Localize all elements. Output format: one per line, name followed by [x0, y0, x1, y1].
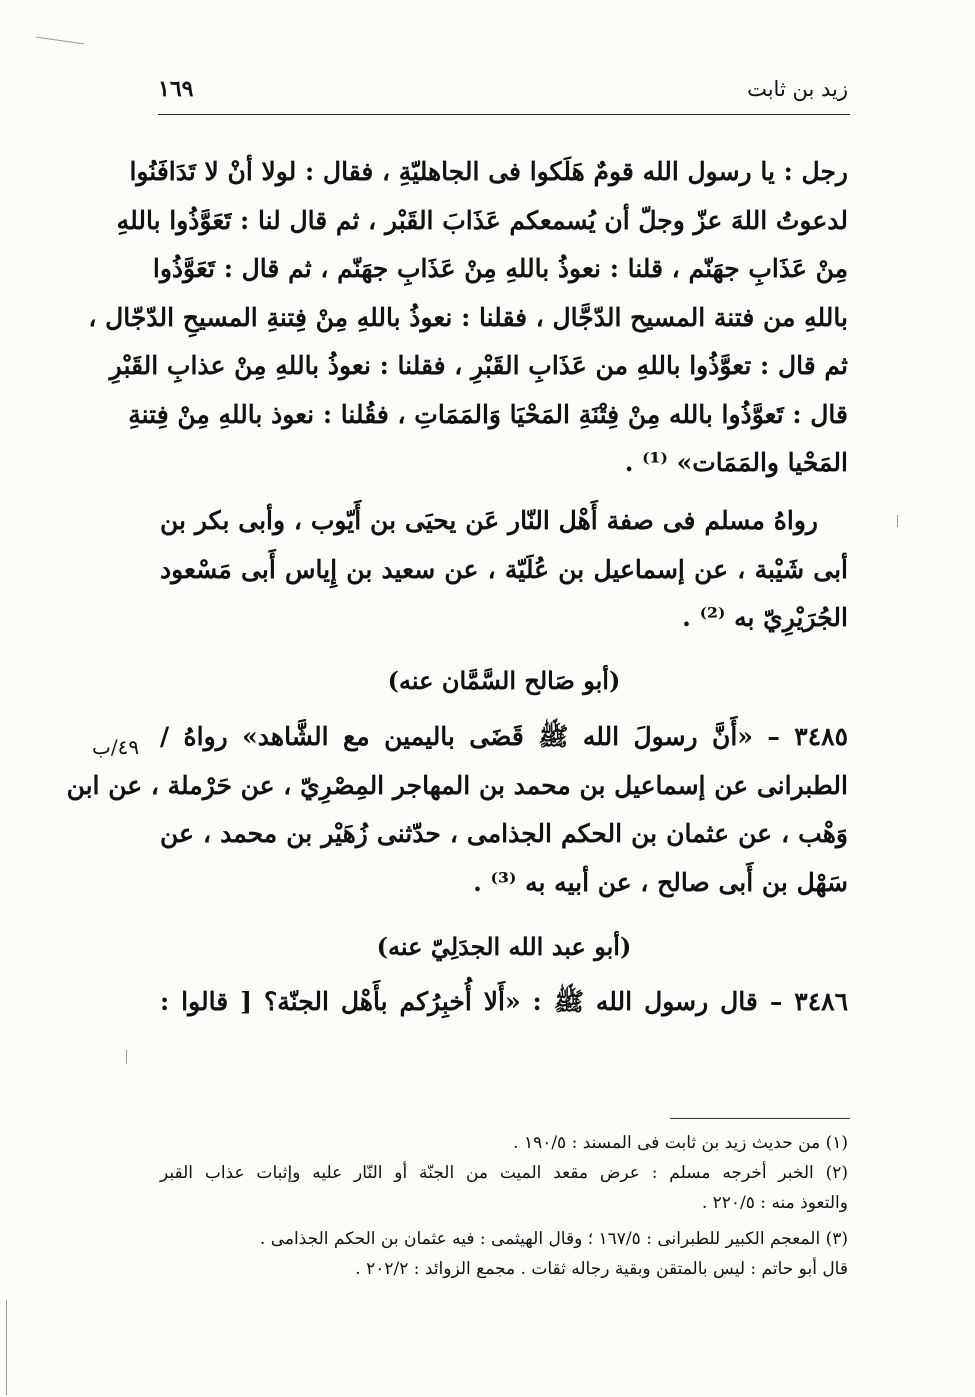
text-line: رجل : يا رسول الله قومٌ هَلَكوا فى الجاهليّةِ ، فقال : لولا أنْ لا تَدَافَنُوا	[129, 157, 848, 186]
scan-mark-bottom-left	[6, 1300, 7, 1395]
hadith-3486	[160, 978, 848, 1027]
paragraph-hadith-text	[88, 148, 848, 488]
scan-mark-top-left	[36, 37, 84, 45]
text-line: ٣٤٨٦ – قال رسول الله ﷺ : «أَلا أُخبِرُكم بأَهْل الجنّة؟ [ قالوا :	[160, 987, 848, 1016]
footnote-3: (٣) المعجم الكبير للطبرانى : ١٦٧/٥ ؛ وقال الهيثمى : فيه عثمان بن الحكم الجذامى .	[259, 1229, 848, 1249]
page-number: ١٦٩	[158, 76, 194, 102]
text-line: مِنْ عَذَابِ جهَنّم ، قلنا : نعوذُ باللهِ مِنْ عَذَابِ جهَنّم ، ثم قال : تَعَوَّذُوا	[152, 254, 848, 283]
header-rule	[158, 114, 850, 115]
footnote-1: (١) من حديث زيد بن ثابت فى المسند : ١٩٠/٥ .	[513, 1133, 848, 1153]
text-line: الطبرانى عن إسماعيل بن محمد بن المهاجر المِصْرِيّ ، عن حَرْملة ، عن ابن	[66, 770, 848, 800]
text-line: المَحْيا والمَمَات» ⁽¹⁾ .	[624, 448, 848, 477]
footnote-2-continued: والتعوذ منه : ٢٢٠/٥ .	[701, 1193, 848, 1213]
scan-mark-margin-right	[897, 515, 898, 527]
text-line: أبى شَيْبة ، عن إسماعيل بن عُلَيّة ، عن سعيد بن إِياس أَبى مَسْعود	[160, 554, 848, 584]
section-heading-abu-abdallah: (أبو عبد الله الجدَلِيّ عنه)	[376, 932, 632, 961]
text-line: ثم قال : تعوَّذُوا باللهِ من عَذَابِ القَبْرِ ، فقلنا : نعوذُ باللهِ مِنْ عذابِ القَبْرِ	[109, 351, 848, 380]
text-line: ٣٤٨٥ – «أَنَّ رسولَ الله ﷺ قَضَى باليمين مع الشَّاهد» رواهُ /	[160, 722, 848, 751]
text-line: سَهْل بن أَبى صالح ، عن أبيه به ⁽³⁾ .	[473, 867, 848, 897]
text-line: وَهْب ، عن عثمان بن الحكم الجذامى ، حدّثنى زُهَيْر بن محمد ، عن	[160, 819, 848, 848]
text-line: الجُرَيْرِيّ به ⁽²⁾ .	[682, 603, 848, 632]
text-line: قال : تَعوَّذُوا بالله مِنْ فِتْنَةِ المَحْيَا وَالمَمَاتِ ، فقُلنا : نعوذ باللهِ مِنْ فِتنةِ	[128, 399, 848, 429]
section-heading-abu-salih: (أبو صَالح السَّمَّان عنه)	[387, 666, 621, 695]
footnote-rule	[670, 1118, 850, 1119]
page-header	[158, 64, 848, 114]
text-line: باللهِ من فتنة المسيح الدّجَّال ، فقلنا : نعوذُ باللهِ مِنْ فِتنةِ المسيحِ الدّجّال ،	[88, 302, 848, 332]
text-line: لدعوتُ اللهَ عزّ وجلّ أن يُسمعكم عَذَابَ القَبْر ، ثم قال لنا : تَعَوَّذُوا باللهِ	[116, 205, 848, 235]
running-title: زيد بن ثابت	[747, 77, 848, 101]
footnotes	[160, 1128, 848, 1284]
text-line: رواهُ مسلم فى صفة أَهْل النّار عَن يحيَى بن أَيّوب ، وأبى بكر بن	[160, 506, 818, 535]
paragraph-narration	[160, 497, 848, 643]
scan-mark-margin-left	[126, 1050, 127, 1064]
footnote-2: (٢) الخبر أخرجه مسلم : عرض مقعد الميت من الجنّة أو النّار عليه وإثبات عذاب القبر	[160, 1163, 848, 1183]
footnote-3-continued: قال أبو حاتم : ليس بالمتقن وبقية رجاله ثقات . مجمع الزوائد : ٢٠٢/٢ .	[355, 1259, 848, 1279]
margin-folio-note: ٤٩/ب	[92, 735, 140, 759]
